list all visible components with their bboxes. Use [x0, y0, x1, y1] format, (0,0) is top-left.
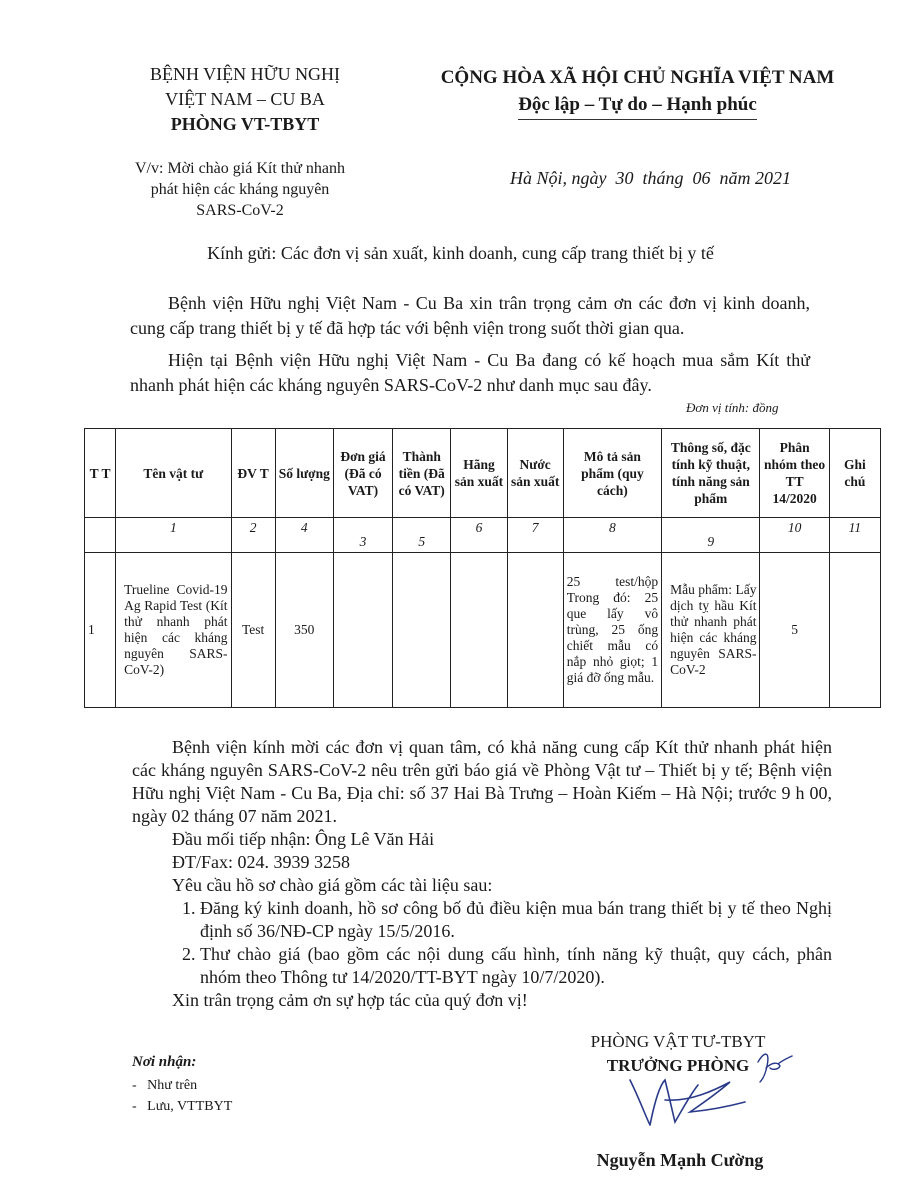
- cell-specs: Mẫu phẩm: Lấy dịch tỵ hầu Kít thử nhanh phát hiện các kháng nguyên SARS-CoV-2: [662, 553, 760, 708]
- recipient-line: Kính gửi: Các đơn vị sản xuất, kinh doanh, cung cấp trang thiết bị y tế: [207, 243, 714, 263]
- handwritten-signature: [620, 1040, 800, 1130]
- col-number-cell: 11: [829, 518, 880, 553]
- col-header-total: Thành tiền (Đã có VAT): [393, 429, 451, 518]
- col-header-description: Mô tả sản phẩm (quy cách): [563, 429, 661, 518]
- cell-total: [393, 553, 451, 708]
- invitation-paragraph: Bệnh viện kính mời các đơn vị quan tâm, có khả năng cung cấp Kít thử nhanh phát hiện các kháng nguyên SARS-CoV-2 nêu trên gửi báo giá về Phòng Vật tư – Thiết bị y tế; Bệnh viện Hữu nghị Việt Nam - Cu Ba, Địa chỉ: số 37 Hai Bà Trưng – Hoàn Kiếm – Hà Nội; trước 9 h 00, ngày 02 tháng 07 năm 2021.: [132, 737, 832, 826]
- organization-block: [120, 62, 370, 137]
- col-number-cell: 8: [563, 518, 661, 553]
- intro-paragraph-2: Hiện tại Bệnh viện Hữu nghị Việt Nam - Cu Ba đang có kế hoạch mua sắm Kít thử nhanh phát hiện các kháng nguyên SARS-CoV-2 như danh mục sau đây.: [130, 350, 810, 395]
- recipient-item: - Lưu, VTTBYT: [132, 1096, 232, 1117]
- col-header-group: Phân nhóm theo TT 14/2020: [760, 429, 829, 518]
- col-header-quantity: Số lượng: [275, 429, 333, 518]
- table-row: [85, 553, 881, 708]
- national-motto: Độc lập – Tự do – Hạnh phúc: [518, 91, 757, 120]
- signer-name: Nguyễn Mạnh Cường: [596, 1150, 764, 1170]
- requirement-item: 1. Đăng ký kinh doanh, hồ sơ công bố đủ điều kiện mua bán trang thiết bị y tế theo Nghị định số 36/NĐ-CP ngày 15/5/2016.: [200, 897, 832, 943]
- items-table: [84, 428, 881, 708]
- cell-note: [829, 553, 880, 708]
- cell-item-name: Trueline Covid-19 Ag Rapid Test (Kít thử nhanh phát hiện các kháng nguyên SARS-CoV-2): [116, 553, 231, 708]
- republic-title: CỘNG HÒA XÃ HỘI CHỦ NGHĨA VIỆT NAM: [440, 67, 835, 88]
- recipient-item: - Như trên: [132, 1075, 232, 1096]
- subject-line-1: V/v: Mời chào giá Kít thử nhanh: [135, 160, 345, 177]
- requirement-item: 2. Thư chào giá (bao gồm các nội dung cấu hình, tính năng kỹ thuật, quy cách, phân nhóm theo Thông tư 14/2020/TT-BYT ngày 10/7/2020).: [200, 943, 832, 989]
- col-header-manufacturer: Hãng sản xuất: [451, 429, 507, 518]
- national-header: [385, 64, 890, 120]
- recipients-title: Nơi nhận:: [132, 1054, 197, 1070]
- invitation-body: [132, 736, 832, 1012]
- intro-paragraph-1: Bệnh viện Hữu nghị Việt Nam - Cu Ba xin trân trọng cảm ơn các đơn vị kinh doanh, cung cấp trang thiết bị y tế đã hợp tác với bệnh viện trong suốt thời gian qua.: [130, 293, 810, 338]
- subject-line-2: phát hiện các kháng nguyên: [150, 181, 330, 198]
- cell-tt: 1: [85, 553, 116, 708]
- col-number-cell: 2: [231, 518, 275, 553]
- col-number-cell: [85, 518, 116, 553]
- requirements-list: [172, 897, 832, 989]
- col-number-cell: 10: [760, 518, 829, 553]
- contact-phone: ĐT/Fax: 024. 3939 3258: [172, 852, 350, 872]
- col-number-cell: 4: [275, 518, 333, 553]
- col-header-note: Ghi chú: [829, 429, 880, 518]
- org-name-line2: VIỆT NAM – CU BA: [165, 89, 325, 109]
- col-number-cell: 7: [507, 518, 563, 553]
- cell-country: [507, 553, 563, 708]
- department-name: PHÒNG VT-TBYT: [170, 114, 320, 134]
- subject-line: [100, 158, 380, 221]
- col-header-specs: Thông số, đặc tính kỹ thuật, tính năng sản phẩm: [662, 429, 760, 518]
- recipients-list: [132, 1075, 232, 1117]
- col-number-cell: 3: [333, 518, 392, 553]
- requirements-intro: Yêu cầu hồ sơ chào giá gồm các tài liệu sau:: [172, 875, 493, 895]
- col-number-cell: 6: [451, 518, 507, 553]
- recipients-block: [132, 1052, 232, 1117]
- col-header-price: Đơn giá (Đã có VAT): [333, 429, 392, 518]
- signer-department: PHÒNG VẬT TƯ-TBYT: [590, 1032, 766, 1051]
- subject-line-3: SARS-CoV-2: [196, 202, 284, 219]
- col-number-cell: 9: [662, 518, 760, 553]
- cell-group: 5: [760, 553, 829, 708]
- table-header-row: [85, 429, 881, 518]
- col-number-cell: 5: [393, 518, 451, 553]
- org-name-line1: BỆNH VIỆN HỮU NGHỊ: [149, 64, 341, 84]
- cell-price: [333, 553, 392, 708]
- cell-unit: Test: [231, 553, 275, 708]
- contact-person: Đầu mối tiếp nhận: Ông Lê Văn Hải: [172, 829, 435, 849]
- column-number-row: [85, 518, 881, 553]
- col-header-name: Tên vật tư: [116, 429, 231, 518]
- cell-quantity: 350: [275, 553, 333, 708]
- col-header-country: Nước sản xuất: [507, 429, 563, 518]
- cell-manufacturer: [451, 553, 507, 708]
- closing-line: Xin trân trọng cảm ơn sự hợp tác của quý đơn vị!: [172, 990, 528, 1010]
- col-header-unit: ĐV T: [231, 429, 275, 518]
- cell-description: 25 test/hộp Trong đó: 25 que lấy vô trùng, 25 ống chiết mẫu có nắp nhỏ giọt; 1 giá đỡ ống mẫu.: [563, 553, 661, 708]
- place-date: Hà Nội, ngày 30 tháng 06 năm 2021: [510, 168, 791, 188]
- currency-unit-note: Đơn vị tính: đồng: [686, 400, 779, 415]
- col-header-tt: T T: [85, 429, 116, 518]
- signer-role: TRƯỞNG PHÒNG: [606, 1056, 750, 1075]
- col-number-cell: 1: [116, 518, 231, 553]
